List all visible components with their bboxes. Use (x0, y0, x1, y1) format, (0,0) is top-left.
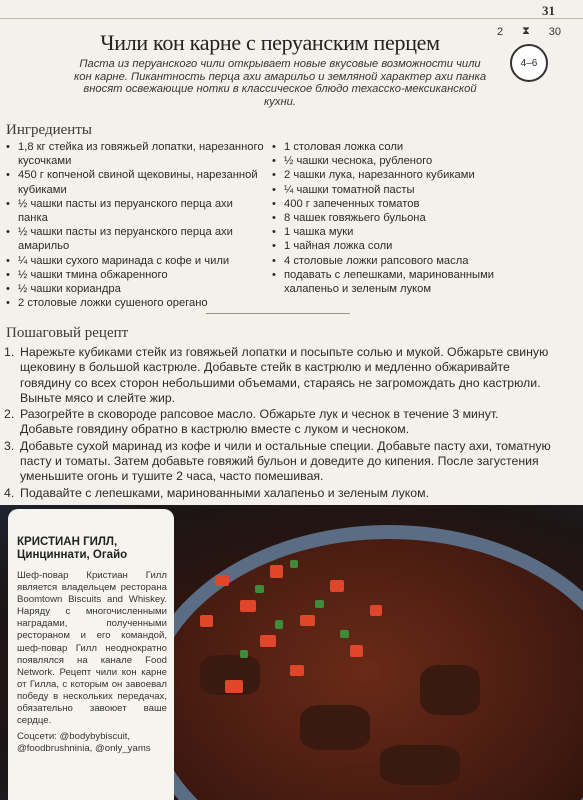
jalapeno-piece (340, 630, 349, 638)
steps-list (0, 345, 555, 502)
ingredients-left (6, 140, 264, 310)
chef-bio: Шеф-повар Кристиан Гилл является владельцем ресторана Boomtown Biscuits and Whiskey. Наряду с многочисленными наградами, полученными рестораном и его командой, шеф-повар Гилл неоднократно появлялся на канале Food Network. Рецепт чили кон карне от Гилла, с которым он завоевал победу в нескольких передачах, обязательно завоюет ваше сердце. (17, 570, 167, 727)
section-divider (206, 313, 350, 314)
ingredient-item: • 1 чайная ложка соли (272, 239, 542, 253)
ingredient-item: • 2 чашки лука, нарезанного кубиками (272, 168, 542, 182)
ingredient-item: • ½ чашки кориандра (6, 282, 264, 296)
ingredient-item: • подавать с лепешками, маринованными халапеньо и зеленым луком (272, 268, 542, 296)
header-rule (0, 18, 583, 19)
ingredient-item: • ¼ чашки томатной пасты (272, 183, 542, 197)
step-text: Добавьте сухой маринад из кофе и чили и остальные специи. Добавьте пасту ахи, томатную пасту и томаты. Затем добавьте говяжий бульон и доведите до кипения. После загустения уменьшите огонь и тушите 2 часа, часто помешивая. (20, 438, 551, 484)
pepper-piece (300, 615, 315, 626)
step-item (0, 345, 555, 406)
ingredient-item: • 2 столовые ложки сушеного орегано (6, 296, 264, 310)
servings-badge (510, 44, 548, 82)
chef-location: Цинциннати, Огайо (17, 549, 128, 561)
step-number: 1. (4, 345, 15, 359)
pepper-piece (290, 665, 304, 676)
pepper-piece (260, 635, 276, 647)
steps-heading: Пошаговый рецепт (6, 325, 129, 341)
pepper-piece (350, 645, 363, 657)
servings-value: 4–6 (520, 57, 538, 69)
pepper-piece (240, 600, 256, 612)
recipe-title: Чили кон карне с перуанским перцем (100, 30, 440, 55)
pepper-piece (215, 575, 229, 586)
ingredient-item: • ½ чашки пасты из перуанского перца ахи панка (6, 197, 264, 225)
ingredient-item: • 8 чашек говяжьего бульона (272, 211, 542, 225)
jalapeno-piece (240, 650, 248, 658)
pepper-piece (330, 580, 344, 592)
ingredient-item: • 1 чашка муки (272, 225, 542, 239)
jalapeno-piece (275, 620, 283, 629)
ingredient-item: • 400 г запеченных томатов (272, 197, 542, 211)
page-number: 31 (542, 3, 555, 18)
pepper-piece (200, 615, 213, 627)
jalapeno-piece (255, 585, 264, 593)
step-number: 3. (4, 438, 15, 453)
ingredient-item: • 450 г копченой свиной щековины, нарезанной кубиками (6, 168, 264, 196)
step-text: Подавайте с лепешками, маринованными халапеньо и зеленым луком. (20, 485, 429, 500)
recipe-meta (497, 25, 561, 97)
jalapeno-piece (290, 560, 298, 568)
step-number: 2. (4, 407, 15, 422)
pepper-piece (270, 565, 283, 578)
ingredient-item: • 1 столовая ложка соли (272, 140, 542, 154)
meat-chunk (420, 665, 480, 715)
chef-name: КРИСТИАН ГИЛЛ, (17, 536, 118, 548)
ingredient-item: • ½ чашки тмина обжаренного (6, 268, 264, 282)
step-item (0, 407, 555, 438)
step-item (0, 439, 555, 485)
time-info (497, 25, 561, 38)
ingredient-item: • 1,8 кг стейка из говяжьей лопатки, нарезанного кусочками (6, 140, 264, 168)
step-item (0, 486, 555, 501)
step-number: 4. (4, 485, 15, 500)
hourglass-icon: ⧗ (522, 25, 530, 37)
prep-time: 2 (497, 25, 504, 38)
step-text: Разогрейте в сковороде рапсовое масло. Обжарьте лук и чеснок в течение 3 минут. Добавьте говядину обратно в кастрюлю вместе с луком и чесноком. (20, 407, 499, 437)
ingredient-item: • ¼ чашки сухого маринада с кофе и чили (6, 254, 264, 268)
ingredient-item: • 4 столовые ложки рапсового масла (272, 254, 542, 268)
ingredient-item: • ½ чашки пасты из перуанского перца ахи амарильо (6, 225, 264, 253)
ingredients-right (272, 140, 542, 296)
jalapeno-piece (315, 600, 324, 608)
recipe-subtitle: Паста из перуанского чили открывает новые вкусовые возможности чили кон карне. Пикантность перца ахи амарильо и земляной характер ахи панка вносят освежающие нотки в классическое блюдо техасско-мексиканской кухни. (73, 58, 487, 108)
cook-time: 30 (548, 25, 561, 38)
ingredient-item: • ½ чашки чеснока, рубленого (272, 154, 542, 168)
pepper-piece (225, 680, 243, 693)
ingredients-heading: Ингредиенты (6, 122, 92, 138)
pepper-piece (370, 605, 382, 616)
meat-chunk (380, 745, 460, 785)
step-text: Нарежьте кубиками стейк из говяжьей лопатки и посыпьте солью и мукой. Обжарьте свиную щековину в большой кастрюле. Добавьте стейк в кастрюлю и медленно обжаривайте говядину со всех сторон небольшими объемами, стараясь не загромождать дно кастрюли. Выньте мясо и слейте жир. (20, 345, 549, 405)
meat-chunk (300, 705, 370, 750)
chef-social: Соцсети: @bodybybiscuit, @foodbrushninia, @only_yams (17, 731, 151, 755)
